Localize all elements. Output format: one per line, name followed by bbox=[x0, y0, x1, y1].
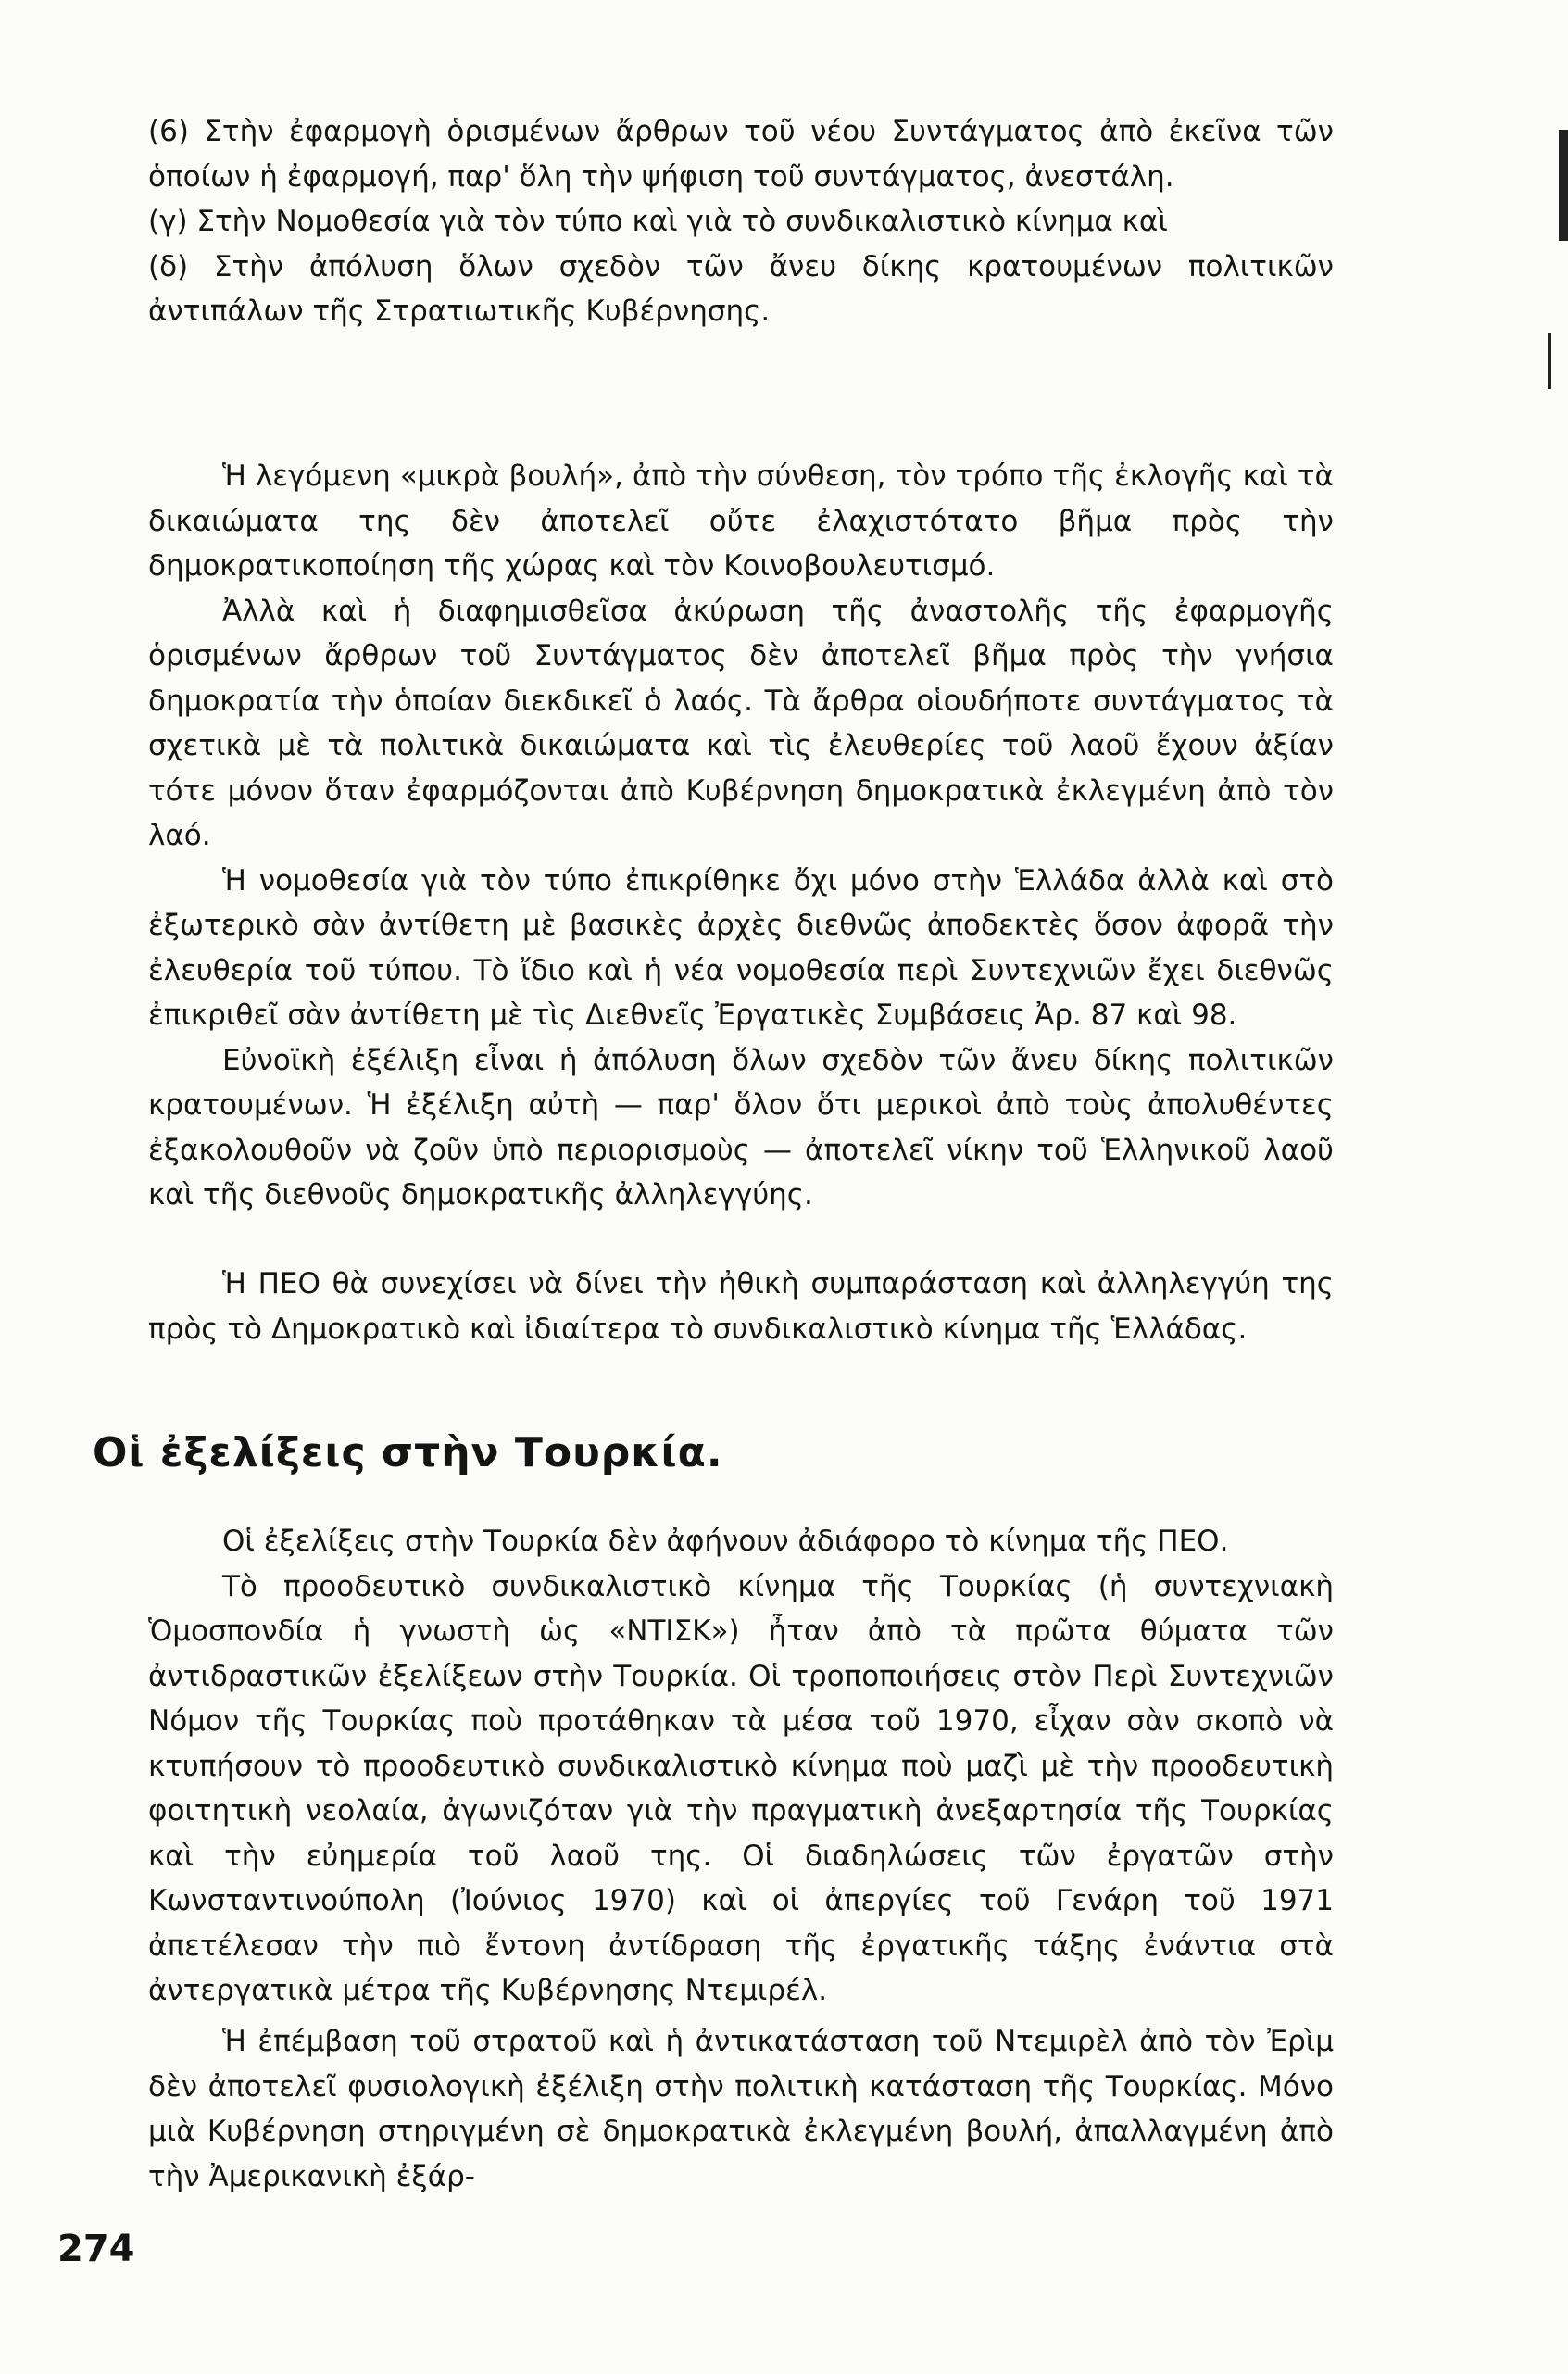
list-block bbox=[148, 109, 1334, 334]
paragraph: Ἡ ἐπέμβαση τοῦ στρατοῦ καὶ ἡ ἀντικατάσταση τοῦ Ντεμιρὲλ ἀπὸ τὸν Ἐρὶμ δὲν ἀποτελεῖ φυσιολογικὴ ἐξέλιξη στὴν πολιτικὴ κατάσταση τῆς Τουρκίας. Μόνο μιὰ Κυβέρνηση στηριγμένη σὲ δημοκρατικὰ ἐκλεγμένη βουλή, ἀπαλλαγμένη ἀπὸ τὴν Ἀμερικανικὴ ἐξάρ- bbox=[148, 2025, 1334, 2193]
paragraph: Ἡ λεγόμενη «μικρὰ βουλή», ἀπὸ τὴν σύνθεση, τὸν τρόπο τῆς ἐκλογῆς καὶ τὰ δικαιώματα της δὲν ἀποτελεῖ οὔτε ἐλαχιστότατο βῆμα πρὸς τὴν δημοκρατικοποίηση τῆς χώρας καὶ τὸν Κοινοβουλευτισμό. bbox=[148, 459, 1334, 583]
section-turkey bbox=[148, 1519, 1334, 2014]
paragraph: Εὐνοϊκὴ ἐξέλιξη εἶναι ἡ ἀπόλυση ὅλων σχεδὸν τῶν ἄνευ δίκης πολιτικῶν κρατουμένων. Ἡ ἐξέλιξη αὐτὴ — παρ' ὅλον ὅτι μερικοὶ ἀπὸ τοὺς ἀπολυθέντες ἐξακολουθοῦν νὰ ζοῦν ὑπὸ περιορισμοὺς — ἀποτελεῖ νίκην τοῦ Ἑλληνικοῦ λαοῦ καὶ τῆς διεθνοῦς δημοκρατικῆς ἀλληλεγγύης. bbox=[148, 1043, 1334, 1212]
scan-edge-mark bbox=[1548, 333, 1551, 389]
paragraph: Ἡ νομοθεσία γιὰ τὸν τύπο ἐπικρίθηκε ὄχι μόνο στὴν Ἑλλάδα ἀλλὰ καὶ στὸ ἐξωτερικὸ σὰν ἀντίθετη μὲ βασικὲς ἀρχὲς διεθνῶς ἀποδεκτὲς ὅσον ἀφορᾶ τὴν ἐλευθερία τοῦ τύπου. Τὸ ἴδιο καὶ ἡ νέα νομοθεσία περὶ Συντεχνιῶν ἔχει διεθνῶς ἐπικριθεῖ σὰν ἀντίθετη μὲ τὶς Διεθνεῖς Ἐργατικὲς Συμβάσεις Ἀρ. 87 καὶ 98. bbox=[148, 863, 1334, 1032]
page-number: 274 bbox=[57, 2228, 135, 2270]
scan-edge-mark bbox=[1559, 130, 1568, 241]
section-heading: Οἱ ἐξελίξεις στὴν Τουρκία. bbox=[93, 1429, 723, 1476]
paragraph: Τὸ προοδευτικὸ συνδικαλιστικὸ κίνημα τῆς Τουρκίας (ἡ συντεχνιακὴ Ὁμοσπονδία ἡ γνωστὴ ὡς «ΝΤΙΣΚ») ἦταν ἀπὸ τὰ πρῶτα θύματα τῶν ἀντιδραστικῶν ἐξελίξεων στὴν Τουρκία. Οἱ τροποποιήσεις στὸν Περὶ Συντεχνιῶν Νόμον τῆς Τουρκίας ποὺ προτάθηκαν τὰ μέσα τοῦ 1970, εἶχαν σὰν σκοπὸ νὰ κτυπήσουν τὸ προοδευτικὸ συνδικαλιστικὸ κίνημα ποὺ μαζὶ μὲ τὴν προοδευτικὴ φοιτητικὴ νεολαία, ἀγωνιζόταν γιὰ τὴν πραγματικὴ ἀνεξαρτησία τῆς Τουρκίας καὶ τὴν εὐημερία τοῦ λαοῦ της. Οἱ διαδηλώσεις τῶν ἐργατῶν στὴν Κωνσταντινούπολη (Ἰούνιος 1970) καὶ οἱ ἀπεργίες τοῦ Γενάρη τοῦ 1971 ἀπετέλεσαν τὴν πιὸ ἔντονη ἀντίδραση τῆς ἐργατικῆς τάξης ἐνάντια στὰ ἀντεργατικὰ μέτρα τῆς Κυβέρνησης Ντεμιρέλ. bbox=[148, 1569, 1334, 2007]
paragraph: Οἱ ἐξελίξεις στὴν Τουρκία δὲν ἀφήνουν ἀδιάφορο τὸ κίνημα τῆς ΠΕΟ. bbox=[222, 1525, 1229, 1558]
paragraph: Ἀλλὰ καὶ ἡ διαφημισθεῖσα ἀκύρωση τῆς ἀναστολῆς τῆς ἐφαρμογῆς ὁρισμένων ἄρθρων τοῦ Συντάγματος δὲν ἀποτελεῖ βῆμα πρὸς τὴν γνήσια δημοκρατία τὴν ὁποίαν διεκδικεῖ ὁ λαός. Τὰ ἄρθρα οἱουδήποτε συντάγματος τὰ σχετικὰ μὲ τὰ πολιτικὰ δικαιώματα καὶ τὶς ἐλευθερίες τοῦ λαοῦ ἔχουν ἀξίαν τότε μόνον ὅταν ἐφαρμόζονται ἀπὸ Κυβέρνηση δημοκρατικὰ ἐκλεγμένη ἀπὸ τὸν λαό. bbox=[148, 594, 1334, 852]
section-peo-support bbox=[148, 1262, 1334, 1351]
paragraph: Ἡ ΠΕΟ θὰ συνεχίσει νὰ δίνει τὴν ἠθικὴ συμπαράσταση καὶ ἀλληλεγγύη της πρὸς τὸ Δημοκρατικὸ καὶ ἰδιαίτερα τὸ συνδικαλιστικὸ κίνημα τῆς Ἑλλάδας. bbox=[148, 1267, 1334, 1346]
section-turkey-army bbox=[148, 2019, 1334, 2199]
list-item: (6) Στὴν ἐφαρμογὴ ὁρισμένων ἄρθρων τοῦ νέου Συντάγματος ἀπὸ ἐκεῖνα τῶν ὁποίων ἡ ἐφαρμογή, παρ' ὅλη τὴν ψήφιση τοῦ συντάγματος, ἀνεστάλη. bbox=[148, 115, 1334, 194]
list-item: (δ) Στὴν ἀπόλυση ὅλων σχεδὸν τῶν ἄνευ δίκης κρατουμένων πολιτικῶν ἀντιπάλων τῆς Στρατιωτικῆς Κυβέρνησης. bbox=[148, 249, 1334, 328]
section-greece-analysis bbox=[148, 454, 1334, 1218]
list-item: (γ) Στὴν Νομοθεσία γιὰ τὸν τύπο καὶ γιὰ τὸ συνδικαλιστικὸ κίνημα καὶ bbox=[148, 205, 1168, 238]
